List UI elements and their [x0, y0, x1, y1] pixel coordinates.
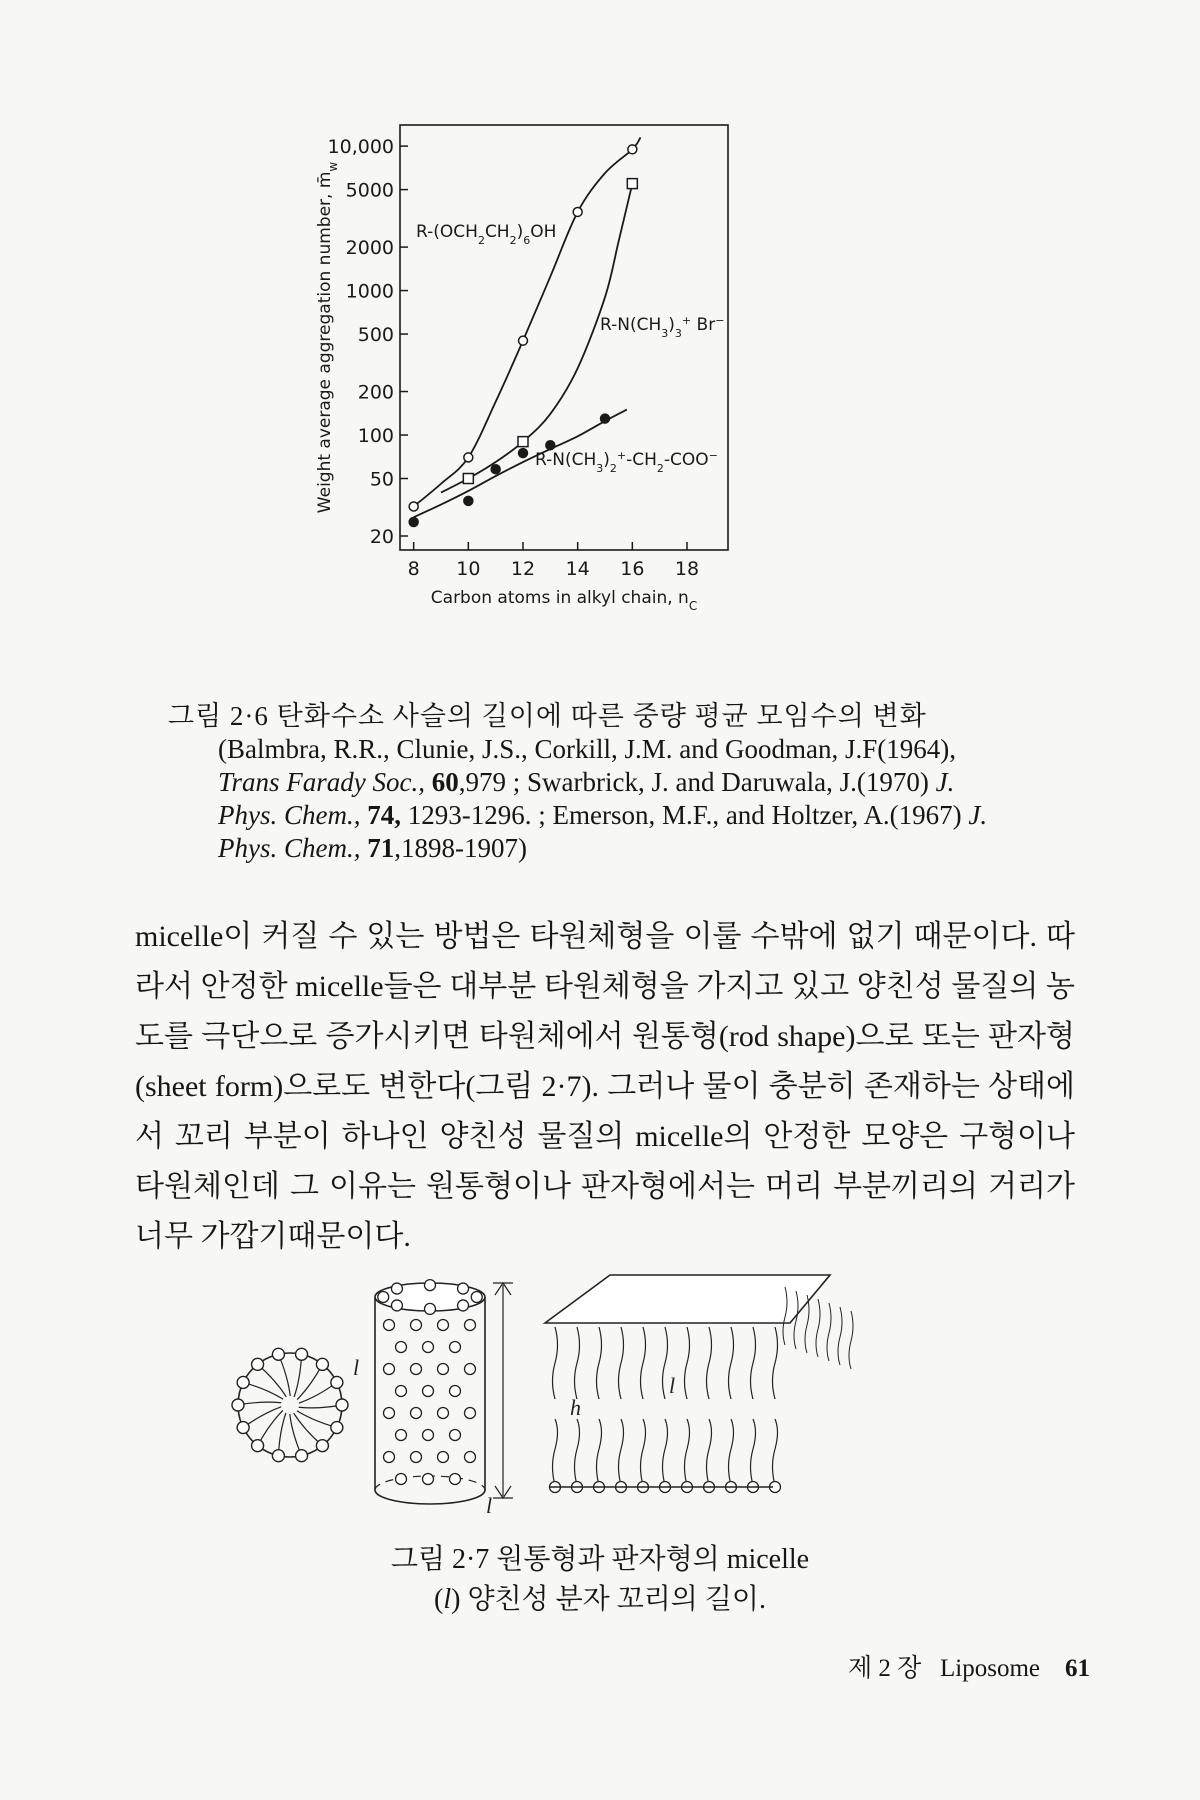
sheet-tail	[553, 1419, 558, 1485]
x-tick-label: 18	[674, 558, 700, 580]
sheet-tail	[553, 1327, 558, 1399]
cylinder-head-group	[450, 1474, 461, 1485]
micelle-shapes-figure	[225, 1265, 985, 1525]
cylinder-head-group	[465, 1452, 476, 1463]
cylinder-head-group	[391, 1283, 402, 1294]
cylinder-head-group	[425, 1303, 436, 1314]
series-label-trimethylammonium-bromide: $R-N(CH_3)_3^+$ Br−	[600, 313, 725, 340]
sphere-head-group	[336, 1399, 348, 1411]
cylinder-height-label: h	[570, 1395, 581, 1420]
data-point-polyoxyethylene	[628, 145, 637, 154]
data-point-trimethylammonium-bromide	[518, 437, 528, 447]
cylinder-head-group	[438, 1364, 449, 1375]
y-tick-label: 2000	[345, 237, 394, 260]
body-paragraph	[135, 912, 1075, 1262]
figure-2-7-caption	[300, 1540, 900, 1620]
cylinder-head-group	[471, 1292, 482, 1303]
sheet-tail	[575, 1327, 580, 1399]
cylinder-head-group	[450, 1342, 461, 1353]
data-point-polyoxyethylene	[409, 502, 418, 511]
chart-series-labels	[416, 222, 724, 475]
sphere-head-group	[296, 1450, 308, 1462]
sheet-edge-tail	[849, 1311, 853, 1369]
sheet-micelle-drawing	[545, 1275, 853, 1493]
data-point-trimethylammonium-bromide	[463, 474, 473, 484]
cylinder-head-group	[411, 1408, 422, 1419]
cylinder-head-group	[423, 1386, 434, 1397]
y-axis-label: Weight average aggregation number, $m̄_w$	[315, 161, 340, 514]
cylinder-head-group	[411, 1364, 422, 1375]
sheet-tail	[751, 1327, 756, 1399]
cylinder-head-group	[384, 1320, 395, 1331]
body-paragraph-text: micelle이 커질 수 있는 방법은 타원체형을 이룰 수밖에 없기 때문이다. 따라서 안정한 micelle들은 대부분 타원체형을 가지고 있고 양친성 물질의 농도를 극단으로 증가시키면 타원체에서 원통형(rod shape)으로 또는 판자형(sheet form)으로도 변한다(그림 2·7). 그러나 물이 충분히 존재하는 상태에서 꼬리 부분이 하나인 양친성 물질의 micelle의 안정한 모양은 구형이나 타원체인데 그 이유는 원통형이나 판자형에서는 머리 부분끼리의 거리가 너무 가깝기때문이다.	[135, 920, 1075, 1253]
series-label-betaine: $R-N(CH_3)_2^+-CH_2-COO^-$	[535, 448, 718, 475]
series-label-polyoxyethylene: $R-(OCH_2CH_2)_6OH$	[416, 222, 557, 247]
sphere-head-group	[232, 1399, 244, 1411]
sheet-tail-length-label: l	[669, 1373, 676, 1398]
y-tick-label: 1000	[345, 280, 394, 303]
cylinder-head-group	[438, 1408, 449, 1419]
cylinder-head-group	[450, 1386, 461, 1397]
sphere-head-group	[272, 1348, 284, 1360]
sheet-tail	[773, 1327, 778, 1399]
y-tick-label: 5000	[345, 179, 394, 202]
cylinder-head-group	[458, 1300, 469, 1311]
chart-axes	[315, 125, 728, 613]
reference-line-3: Phys. Chem., 74, 1293-1296. ; Emerson, M.F., and Holtzer, A.(1967) J.	[218, 800, 988, 830]
data-point-betaine	[491, 465, 500, 474]
y-tick-label: 500	[357, 324, 394, 347]
data-point-betaine	[546, 441, 555, 450]
sheet-tail	[597, 1419, 602, 1485]
data-point-polyoxyethylene	[464, 453, 473, 462]
cylinder-head-group	[465, 1364, 476, 1375]
sheet-tail	[575, 1419, 580, 1485]
page-footer	[730, 1648, 1090, 1684]
data-point-trimethylammonium-bromide	[627, 179, 637, 189]
sphere-head-group	[331, 1422, 343, 1434]
figure-2-7-subcaption: (l) 양친성 분자 꼬리의 길이.	[434, 1584, 766, 1615]
cylinder-head-group	[396, 1386, 407, 1397]
sheet-tail	[619, 1419, 624, 1485]
sphere-head-group	[331, 1376, 343, 1388]
cylinder-head-group	[396, 1342, 407, 1353]
sphere-head-group	[252, 1358, 264, 1370]
x-tick-label: 12	[510, 558, 536, 580]
figure-2-6-heading: 그림 2·6 탄화수소 사슬의 길이에 따른 중량 평균 모임수의 변화	[168, 701, 927, 731]
aggregation-number-chart	[300, 120, 860, 680]
sphere-tail-length-label: l	[353, 1355, 360, 1380]
data-point-betaine	[464, 496, 473, 505]
figure-2-7-heading: 그림 2·7 원통형과 판자형의 micelle	[390, 1544, 810, 1575]
y-tick-label: 20	[369, 526, 394, 549]
x-tick-label: 14	[565, 558, 590, 580]
sheet-tail	[641, 1419, 646, 1485]
sphere-head-group	[237, 1376, 249, 1388]
sheet-tail	[619, 1327, 624, 1399]
sphere-head-group	[316, 1440, 328, 1452]
cylinder-head-group	[396, 1474, 407, 1485]
cylinder-head-group	[438, 1452, 449, 1463]
spherical-micelle-drawing	[232, 1348, 348, 1461]
sheet-tail	[663, 1327, 668, 1399]
data-point-polyoxyethylene	[573, 207, 582, 216]
figure-2-6-references	[218, 733, 1058, 865]
cylinder-head-group	[465, 1320, 476, 1331]
sheet-edge-tail	[838, 1307, 842, 1365]
cylinder-head-group	[391, 1300, 402, 1311]
x-tick-label: 10	[456, 558, 481, 580]
y-tick-label: 50	[369, 468, 394, 491]
cylinder-head-group	[384, 1364, 395, 1375]
cylinder-head-group	[384, 1408, 395, 1419]
sheet-tail	[773, 1419, 778, 1485]
cylinder-tail-length-label: l	[486, 1493, 493, 1518]
sheet-tail	[707, 1327, 712, 1399]
x-tick-label: 8	[407, 558, 420, 580]
cylinder-head-group	[458, 1283, 469, 1294]
sphere-head-group	[252, 1440, 264, 1452]
cylinder-head-group	[425, 1280, 436, 1291]
sheet-tail	[729, 1327, 734, 1399]
cylinder-bottom-front	[375, 1490, 485, 1504]
data-point-polyoxyethylene	[519, 336, 528, 345]
sphere-head-group	[316, 1358, 328, 1370]
cylinder-head-group	[423, 1342, 434, 1353]
page-number: 61	[1065, 1655, 1090, 1682]
chapter-title: Liposome	[940, 1655, 1040, 1682]
sheet-tail	[751, 1419, 756, 1485]
sheet-tail	[685, 1419, 690, 1485]
cylinder-head-group	[411, 1452, 422, 1463]
cylinder-head-group	[438, 1320, 449, 1331]
sheet-tail	[685, 1327, 690, 1399]
sheet-edge-tail	[816, 1299, 820, 1357]
x-axis-label: Carbon atoms in alkyl chain, $n_C$	[430, 588, 698, 613]
figure-2-6-caption	[168, 700, 1058, 865]
x-tick-label: 16	[620, 558, 645, 580]
cylinder-head-group	[450, 1430, 461, 1441]
data-point-betaine	[601, 414, 610, 423]
sphere-head-group	[296, 1348, 308, 1360]
cylinder-head-group	[396, 1430, 407, 1441]
sphere-head-group	[272, 1450, 284, 1462]
sheet-tail	[729, 1419, 734, 1485]
cylinder-head-group	[411, 1320, 422, 1331]
y-tick-label: 100	[357, 425, 394, 448]
cylinder-head-group	[378, 1292, 389, 1303]
cylinder-head-group	[423, 1474, 434, 1485]
reference-line-2: Trans Farady Soc., 60,979 ; Swarbrick, J. and Daruwala, J.(1970) J.	[218, 767, 955, 797]
sphere-head-group	[237, 1422, 249, 1434]
data-point-betaine	[409, 518, 418, 527]
y-tick-label: 200	[357, 381, 394, 404]
sheet-edge-tail	[827, 1303, 831, 1361]
cylinder-head-group	[423, 1430, 434, 1441]
sheet-tail	[597, 1327, 602, 1399]
cylinder-head-group	[465, 1408, 476, 1419]
y-tick-label: 10,000	[327, 136, 394, 159]
chapter-label: 제 2 장	[847, 1655, 922, 1682]
reference-line-4: Phys. Chem., 71,1898-1907)	[218, 833, 527, 863]
sheet-tail	[641, 1327, 646, 1399]
cylinder-head-group	[384, 1452, 395, 1463]
reference-line-1: (Balmbra, R.R., Clunie, J.S., Corkill, J.M. and Goodman, J.F(1964),	[218, 734, 956, 764]
data-point-betaine	[519, 449, 528, 458]
sheet-tail	[663, 1419, 668, 1485]
cylindrical-micelle-drawing	[375, 1280, 513, 1504]
sheet-tail	[707, 1419, 712, 1485]
